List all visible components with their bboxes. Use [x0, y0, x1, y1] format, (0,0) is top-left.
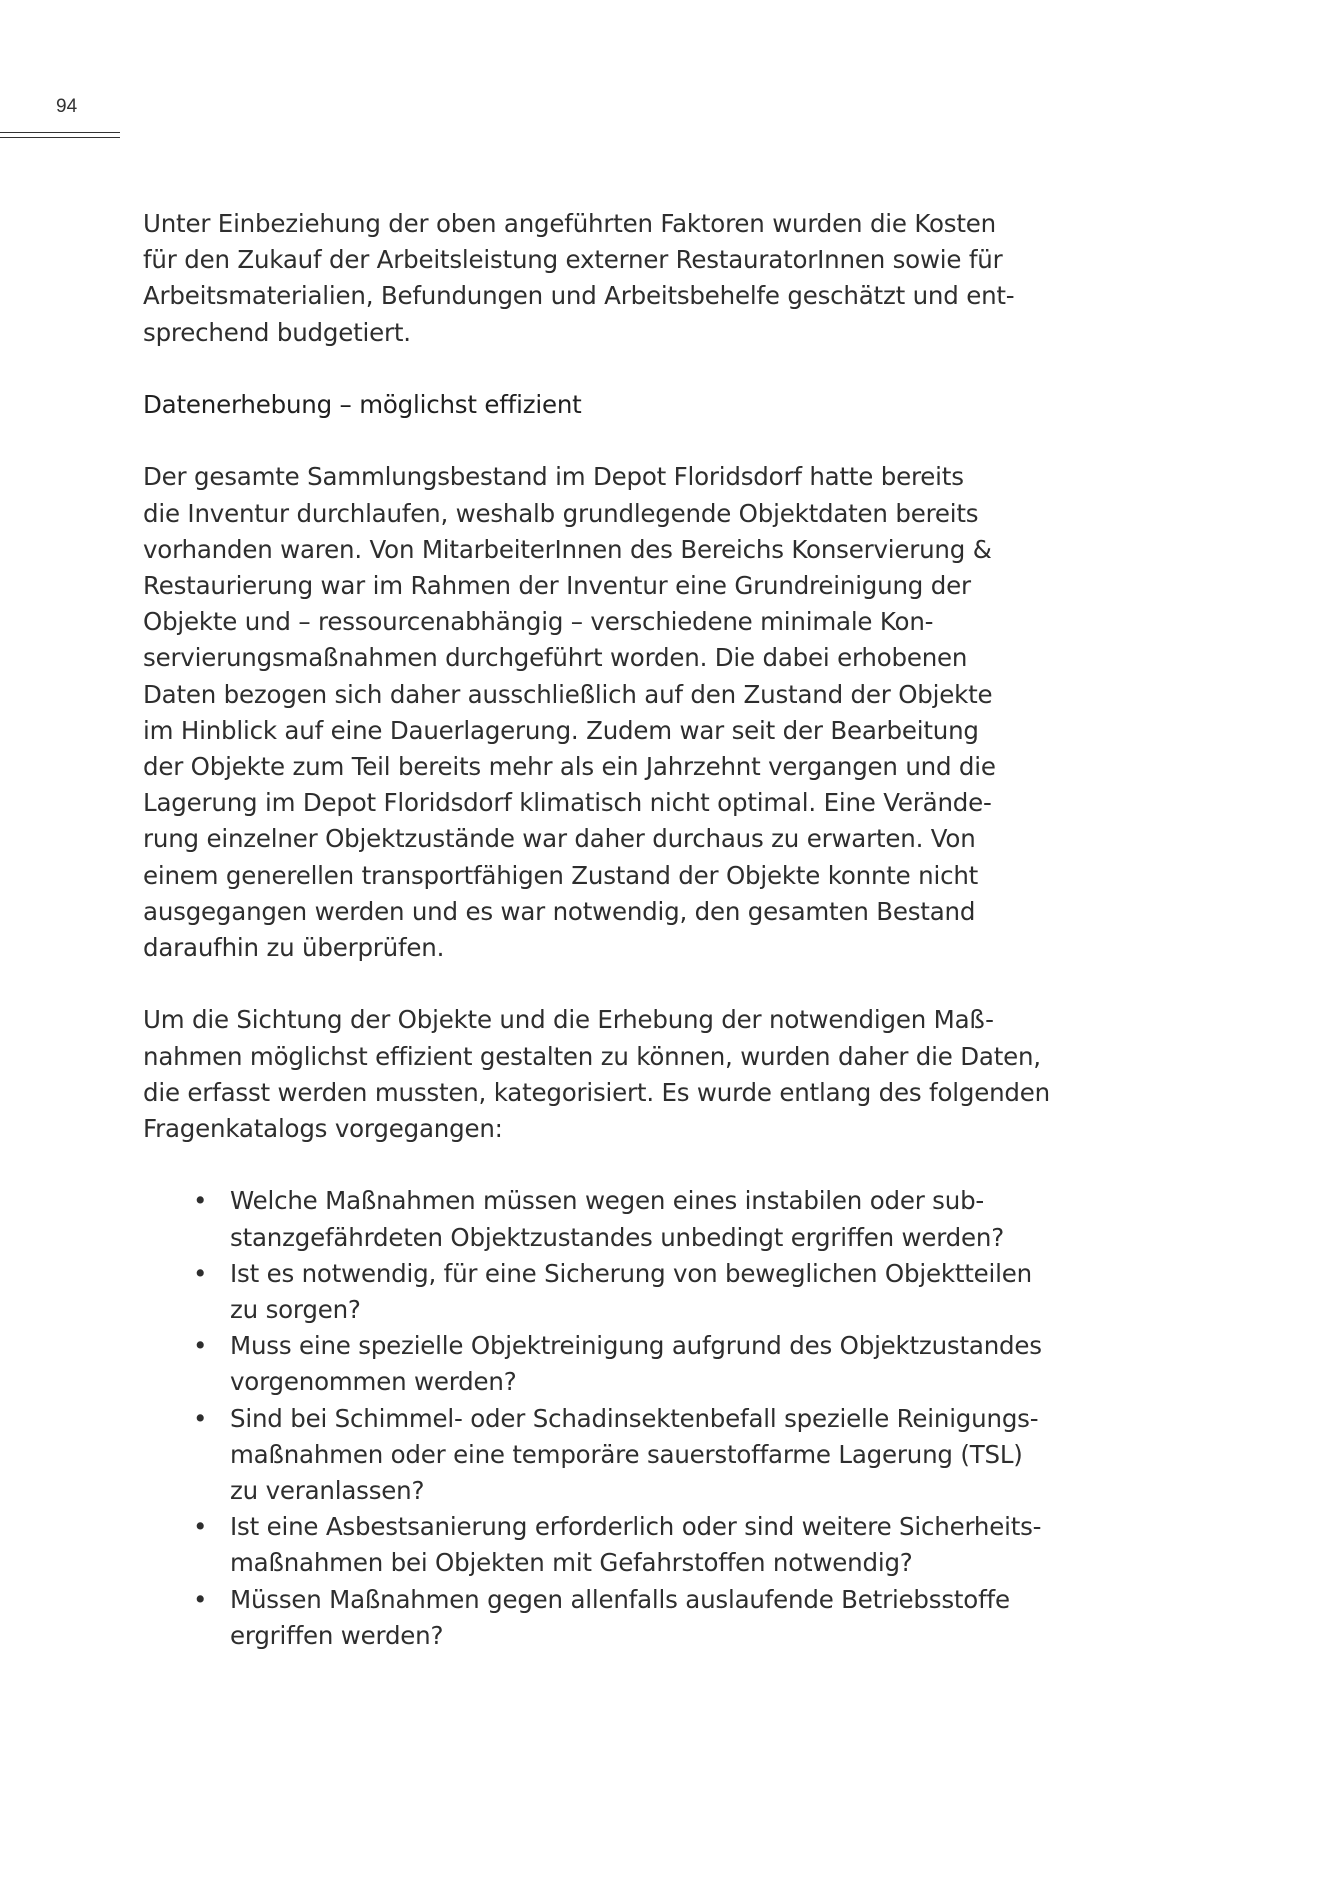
list-item — [193, 1183, 1043, 1255]
list-item-line: Ist es notwendig, für eine Sicherung von beweglichen Objektteilen — [230, 1258, 1032, 1288]
page-body — [143, 206, 1050, 1654]
paragraph-line: im Hinblick auf eine Dauerlagerung. Zudem war seit der Bearbeitung — [143, 715, 979, 745]
paragraph-line: nahmen möglichst effizient gestalten zu können, wurden daher die Daten, — [143, 1041, 1041, 1071]
paragraph-line: sprechend budgetiert. — [143, 317, 411, 347]
paragraph-line: Lagerung im Depot Floridsdorf klimatisch nicht optimal. Eine Verände- — [143, 788, 992, 818]
paragraph-line: Objekte und – ressourcenabhängig – verschiedene minimale Kon- — [143, 607, 934, 637]
list-item-line: zu veranlassen? — [230, 1476, 425, 1506]
section-heading — [143, 387, 1043, 423]
bullet-icon: • — [193, 1186, 208, 1216]
paragraph-line: Unter Einbeziehung der oben angeführten Faktoren wurden die Kosten — [143, 209, 996, 238]
list-item — [193, 1256, 1043, 1328]
list-item-line: Ist eine Asbestsanierung erforderlich oder sind weitere Sicherheits- — [230, 1512, 1042, 1542]
paragraph-line: Arbeitsmaterialien, Befundungen und Arbeitsbehelfe geschätzt und ent- — [143, 281, 1015, 311]
paragraph-2 — [143, 459, 1043, 966]
list-item — [193, 1401, 1043, 1510]
heading-text: Datenerhebung – möglichst effizient — [143, 390, 582, 419]
paragraph-line: Restaurierung war im Rahmen der Inventur eine Grundreinigung der — [143, 571, 971, 600]
paragraph-line: Der gesamte Sammlungsbestand im Depot Floridsdorf hatte bereits — [143, 462, 964, 492]
list-item-line: Müssen Maßnahmen gegen allenfalls auslaufende Betriebsstoffe — [230, 1584, 1010, 1614]
paragraph-line: vorhanden waren. Von MitarbeiterInnen des Bereichs Konservierung & — [143, 534, 992, 564]
paragraph-line: servierungsmaßnahmen durchgeführt worden. Die dabei erhobenen — [143, 643, 968, 673]
list-item-line: vorgenommen werden? — [230, 1367, 517, 1397]
paragraph-line: Fragenkatalogs vorgegangen: — [143, 1114, 503, 1144]
paragraph-line: Um die Sichtung der Objekte und die Erhebung der notwendigen Maß- — [143, 1005, 994, 1035]
bullet-icon: • — [193, 1403, 208, 1433]
header-rule — [0, 132, 120, 138]
bullet-icon: • — [193, 1512, 208, 1542]
list-item-line: stanzgefährdeten Objektzustandes unbedingt ergriffen werden? — [230, 1222, 1005, 1252]
list-item-line: maßnahmen bei Objekten mit Gefahrstoffen notwendig? — [230, 1548, 913, 1578]
paragraph-line: Daten bezogen sich daher ausschließlich auf den Zustand der Objekte — [143, 679, 993, 709]
bullet-icon: • — [193, 1331, 208, 1361]
page-number: 94 — [56, 96, 78, 117]
list-item — [193, 1509, 1043, 1581]
paragraph-line: daraufhin zu überprüfen. — [143, 933, 445, 963]
list-item — [193, 1328, 1043, 1400]
list-item-line: ergriffen werden? — [230, 1620, 444, 1650]
paragraph-line: die erfasst werden mussten, kategorisiert. Es wurde entlang des folgenden — [143, 1077, 1050, 1107]
paragraph-line: einem generellen transportfähigen Zustand der Objekte konnte nicht — [143, 860, 979, 890]
paragraph-3 — [143, 1002, 1050, 1147]
list-item — [193, 1582, 1043, 1654]
list-item-line: Muss eine spezielle Objektreinigung aufgrund des Objektzustandes — [230, 1331, 1042, 1361]
list-item-line: maßnahmen oder eine temporäre sauerstoffarme Lagerung (TSL) — [230, 1439, 1023, 1469]
bullet-icon: • — [193, 1584, 208, 1614]
list-item-line: Welche Maßnahmen müssen wegen eines instabilen oder sub- — [230, 1186, 985, 1216]
paragraph-line: die Inventur durchlaufen, weshalb grundlegende Objektdaten bereits — [143, 498, 979, 528]
paragraph-line: der Objekte zum Teil bereits mehr als ein Jahrzehnt vergangen und die — [143, 752, 996, 782]
list-item-line: Sind bei Schimmel- oder Schadinsektenbefall spezielle Reinigungs- — [230, 1403, 1039, 1433]
question-list — [143, 1183, 1043, 1654]
paragraph-line: rung einzelner Objektzustände war daher durchaus zu erwarten. Von — [143, 824, 976, 854]
paragraph-1 — [143, 206, 1043, 351]
bullet-icon: • — [193, 1258, 208, 1288]
list-item-line: zu sorgen? — [230, 1295, 361, 1325]
paragraph-line: ausgegangen werden und es war notwendig, den gesamten Bestand — [143, 896, 976, 926]
paragraph-line: für den Zukauf der Arbeitsleistung externer RestauratorInnen sowie für — [143, 245, 1003, 275]
